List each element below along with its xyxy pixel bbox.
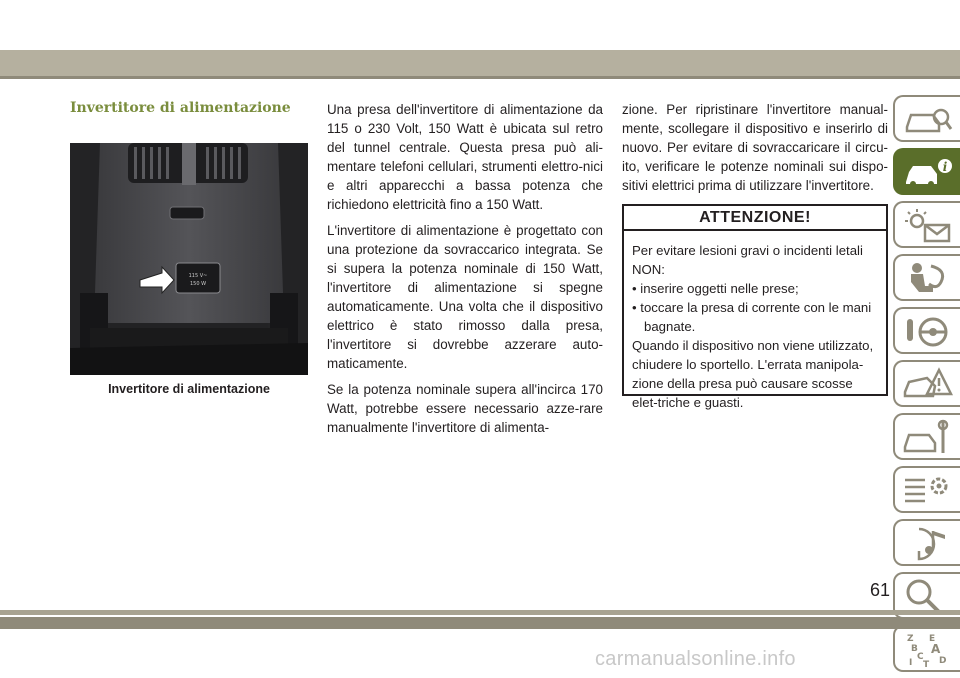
section-title: Invertitore di alimentazione [70,100,291,116]
tab-service[interactable] [893,413,960,460]
index-letter: B [911,644,918,654]
warning-outro: Quando il dispositivo non viene utilizzato, chiudere lo sportello. L'errata manipola-zione della presa può causare scosse elet-triche e guasti. [632,338,874,410]
paragraph: Se la potenza nominale supera all'incirca 170 Watt, potrebbe essere necessario azze-rare manualmente l'invertitore di alimenta- [327,382,603,435]
tab-seat-airbag[interactable] [893,254,960,301]
footer-band [0,617,960,629]
warning-intro: Per evitare lesioni gravi o incidenti letali NON: [632,243,863,277]
tab-index[interactable] [893,625,960,672]
alphabetical-index-icon [903,631,953,669]
index-letter: C [917,652,924,662]
index-letter: I [909,658,913,668]
warning-bullet: • inserire oggetti nelle prese; [632,281,799,296]
seat-airbag-icon [903,260,953,298]
tab-steering-key[interactable] [893,307,960,354]
paragraph: L'invertitore di alimentazione è progettato con una protezione da sovraccarico integrata. Se si supera la potenza nominale di 150 Watt, l'invertitore di alimentazione si spegne automaticamente. Una volta che il dispositivo elettrico è stato rimosso dalla presa, l'invertitore si dovrebbe azzerare auto-maticamente. [327,223,603,371]
tab-specifications[interactable] [893,466,960,513]
tab-emergency[interactable] [893,360,960,407]
body-column-right [622,100,888,202]
specifications-gear-icon [903,472,953,510]
svg-text:150 W: 150 W [189,281,207,287]
footer-rule [0,610,960,615]
multimedia-music-icon [903,525,953,563]
index-letter: T [923,660,930,669]
svg-text:115 V~: 115 V~ [188,273,208,279]
tab-multimedia[interactable] [893,519,960,566]
index-letter: Z [907,634,914,644]
header-rule [0,76,960,79]
index-letter: E [929,634,936,644]
paragraph: zione. Per ripristinare l'invertitore manual-mente, scollegare il dispositivo e inserirlo di nuovo. Per evitare di sovraccaricare il circu-ito, verificare le potenze nominali sui dispo-sitivi elettrici prima di utilizzare l'invertitore. [622,102,888,193]
page-number: 61 [870,580,891,600]
warning-lights-message-icon [903,207,953,245]
warning-body [624,231,886,412]
paragraph: Una presa dell'invertitore di alimentazione da 115 o 230 Volt, 150 Watt è ubicata sul retro del tunnel centrale. Questa presa può ali-mentare telefoni cellulari, strumenti elettro-nici e altri apparecchi a bassa potenza che richiedono elettricità fino a 150 Watt. [327,102,603,212]
power-inverter-photo [70,143,308,375]
tab-car-search[interactable] [893,95,960,142]
figure-caption: Invertitore di alimentazione [108,382,270,396]
steering-wheel-key-icon [903,313,953,351]
car-info-icon [903,154,953,192]
index-letter: D [939,656,947,666]
warning-bullet: • toccare la presa di corrente con le mani bagnate. [632,300,872,334]
warning-title: ATTENZIONE! [624,206,886,231]
console-illustration [70,143,308,375]
car-service-tools-icon [903,419,953,457]
header-band [0,50,960,76]
index-letter: A [931,642,941,656]
car-search-icon [903,101,953,139]
warning-box [622,204,888,410]
body-column-middle [327,100,603,444]
svg-text:i: i [942,160,948,174]
chapter-tabs [893,95,960,678]
car-emergency-icon [903,366,953,404]
tab-warning-lights[interactable] [893,201,960,248]
tab-car-info[interactable] [893,148,960,195]
watermark: carmanualsonline.info [595,648,796,670]
